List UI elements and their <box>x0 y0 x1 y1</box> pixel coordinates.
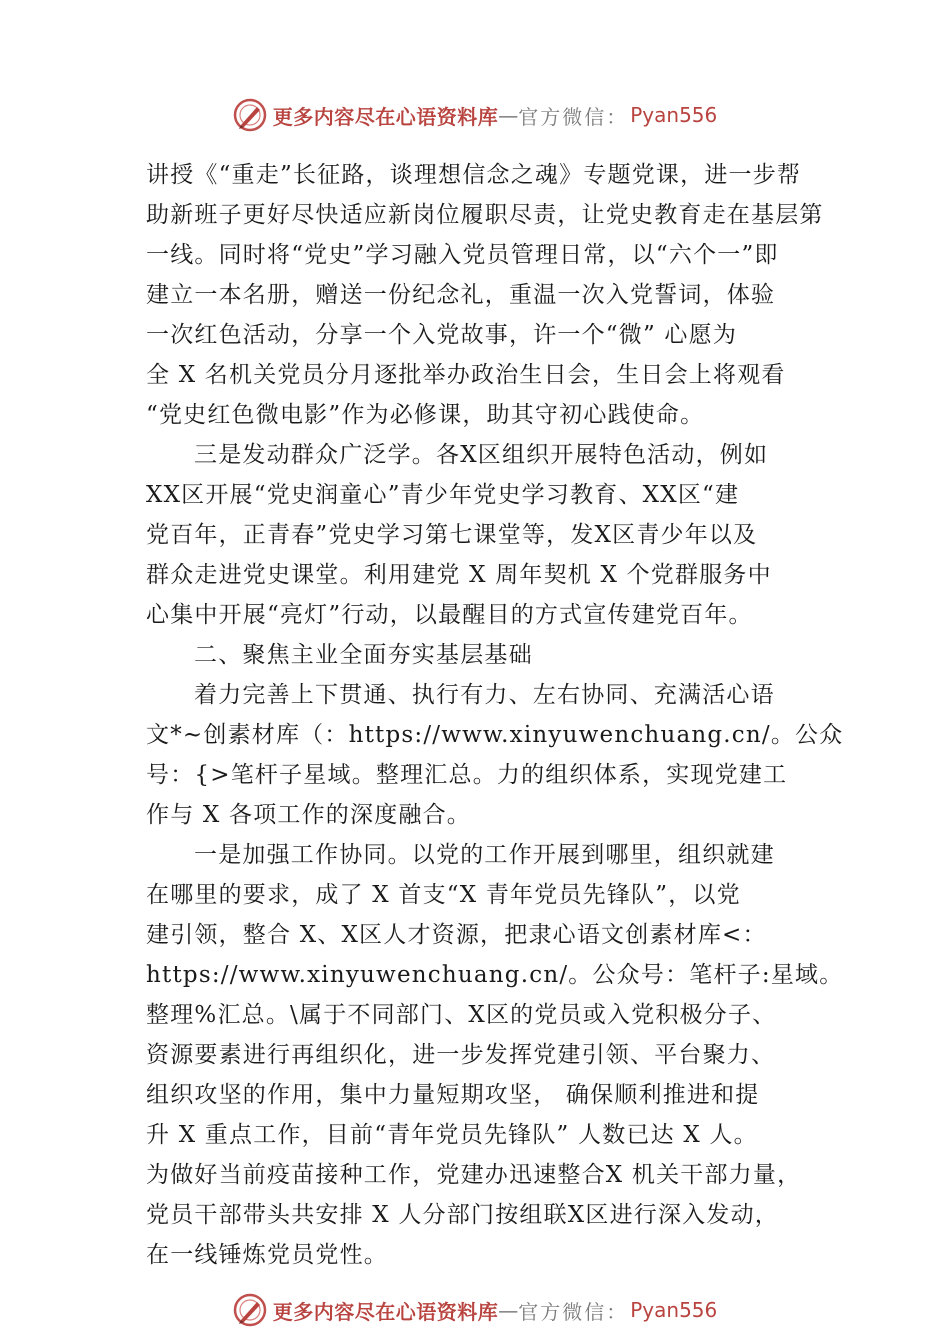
document-body <box>146 155 844 1275</box>
text-line: 党员干部带头共安排 X 人分部门按组联X区进行深入发动， <box>146 1202 779 1228</box>
text-line: 号：{>笔杆子星域。整理汇总。力的组织体系，实现党建工 <box>146 762 788 788</box>
text-line: 文*~创素材库（：https://www.xinyuwenchuang.cn/。公众 <box>146 722 844 748</box>
banner-account-id: Pyan556 <box>630 1298 718 1322</box>
text-line: “党史红色微电影”作为必修课，助其守初心践使命。 <box>146 402 705 428</box>
text-line: 群众走进党史课堂。利用建党 X 周年契机 X 个党群服务中 <box>146 562 772 588</box>
banner-separator: — <box>498 103 519 127</box>
text-line: 在一线锤炼党员党性。 <box>146 1242 388 1268</box>
text-line: 一是加强工作协同。以党的工作开展到哪里，组织就建 <box>194 842 775 868</box>
text-line: 组织攻坚的作用，集中力量短期攻坚， 确保顺利推进和提 <box>146 1082 760 1108</box>
banner-site-name: 更多内容尽在心语资料库 <box>272 104 499 129</box>
banner-official-label: 官方微信： <box>518 1299 629 1324</box>
banner-separator: — <box>498 1298 519 1322</box>
text-line: 讲授《“重走”长征路，谈理想信念之魂》专题党课，进一步帮 <box>146 162 802 188</box>
banner-site-name: 更多内容尽在心语资料库 <box>272 1299 499 1324</box>
text-line: 资源要素进行再组织化，进一步发挥党建引领、平台聚力、 <box>146 1042 776 1068</box>
header-banner <box>0 95 950 135</box>
text-line: 着力完善上下贯通、执行有力、左右协同、充满活心语 <box>194 682 775 708</box>
pen-logo-icon <box>233 98 267 132</box>
text-line: 建引领，整合 X、X区人才资源，把隶心语文创素材库<： <box>146 922 767 948</box>
pen-logo-icon <box>233 1293 267 1327</box>
text-line: 升 X 重点工作，目前“青年党员先锋队” 人数已达 X 人。 <box>146 1122 758 1148</box>
text-line: 二、聚焦主业全面夯实基层基础 <box>194 642 533 668</box>
text-line: 建立一本名册，赠送一份纪念礼，重温一次入党誓词，体验 <box>146 282 776 308</box>
text-line: 三是发动群众广泛学。各X区组织开展特色活动，例如 <box>194 442 769 468</box>
text-line: https://www.xinyuwenchuang.cn/。公众号：笔杆子:星域。 <box>146 962 844 988</box>
text-line: 全 X 名机关党员分月逐批举办政治生日会，生日会上将观看 <box>146 362 786 388</box>
text-line: 一线。同时将“党史”学习融入党员管理日常，以“六个一”即 <box>146 242 779 268</box>
text-line: 一次红色活动，分享一个入党故事，许一个“微” 心愿为 <box>146 322 738 348</box>
text-line: 在哪里的要求，成了 X 首支“X 青年党员先锋队”，以党 <box>146 882 741 908</box>
banner-official-label: 官方微信： <box>518 104 629 129</box>
text-line: 为做好当前疫苗接种工作，党建办迅速整合X 机关干部力量， <box>146 1162 802 1188</box>
text-line: XX区开展“党史润童心”青少年党史学习教育、XX区“建 <box>146 482 740 508</box>
banner-account-id: Pyan556 <box>630 103 718 127</box>
text-line: 助新班子更好尽快适应新岗位履职尽责，让党史教育走在基层第 <box>146 202 824 228</box>
text-line: 作与 X 各项工作的深度融合。 <box>146 802 471 828</box>
text-line: 党百年，正青春”党史学习第七课堂等，发X区青少年以及 <box>146 522 758 548</box>
text-line: 整理%汇总。\属于不同部门、X区的党员或入党积极分子、 <box>146 1002 777 1028</box>
text-line: 心集中开展“亮灯”行动，以最醒目的方式宣传建党百年。 <box>146 602 753 628</box>
footer-banner <box>0 1290 950 1330</box>
